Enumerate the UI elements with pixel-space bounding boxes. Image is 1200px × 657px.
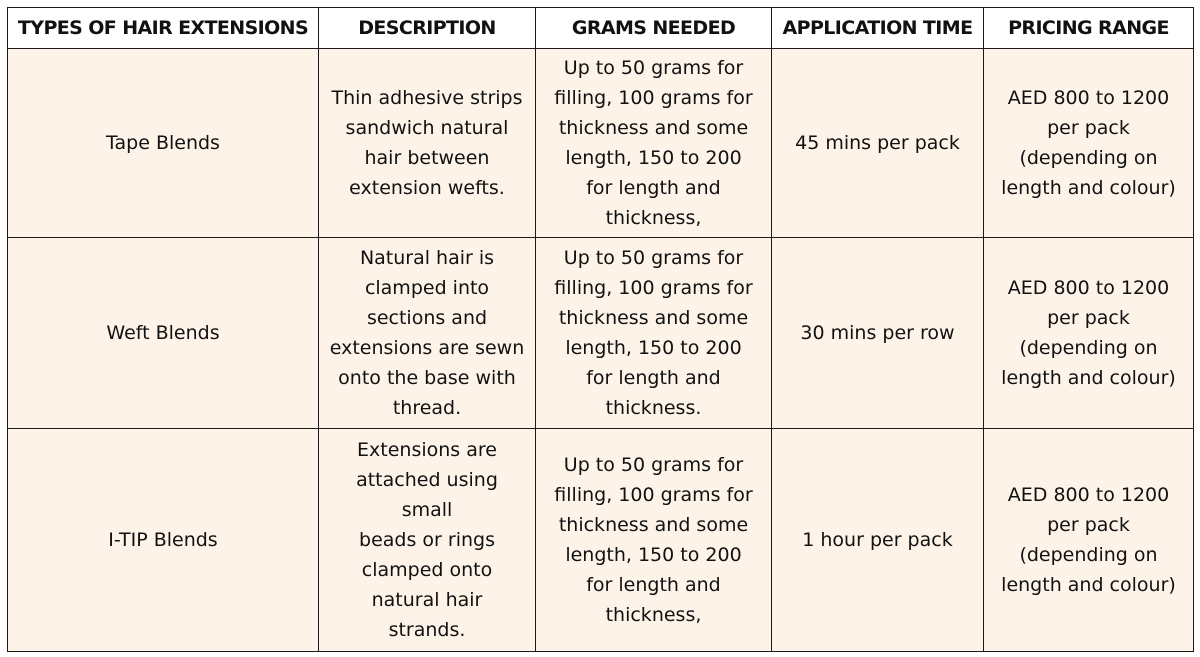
description-text: Extensions are attached using small beads or rings clamped onto natural hair strands.: [356, 439, 498, 641]
table-header: [8, 8, 1194, 49]
type-text: I-TIP Blends: [108, 529, 218, 551]
time-text: 30 mins per row: [800, 322, 955, 344]
type-text: Weft Blends: [106, 322, 220, 344]
table-row: [8, 238, 1194, 429]
cell-pricing: [984, 49, 1194, 238]
cell-time: [772, 429, 984, 652]
header-application-time: APPLICATION TIME: [772, 8, 984, 49]
pricing-text: AED 800 to 1200 per pack (depending on length and colour): [1001, 277, 1176, 389]
cell-grams: [536, 429, 772, 652]
cell-pricing: [984, 429, 1194, 652]
time-text: 45 mins per pack: [795, 132, 960, 154]
description-text: Natural hair is clamped into sections and extensions are sewn onto the base with thread.: [329, 247, 525, 419]
hair-extensions-table: [7, 7, 1194, 652]
time-text: 1 hour per pack: [802, 529, 953, 551]
header-types: TYPES OF HAIR EXTENSIONS: [8, 8, 319, 49]
pricing-text: AED 800 to 1200 per pack (depending on length and colour): [1001, 484, 1176, 596]
cell-pricing: [984, 238, 1194, 429]
cell-type: [8, 429, 319, 652]
cell-type: [8, 238, 319, 429]
header-description: DESCRIPTION: [319, 8, 536, 49]
cell-description: [319, 429, 536, 652]
grams-text: Up to 50 grams for filling, 100 grams for thickness and some length, 150 to 200 for length and thickness,: [554, 454, 753, 626]
header-grams-needed: GRAMS NEEDED: [536, 8, 772, 49]
grams-text: Up to 50 grams for filling, 100 grams for thickness and some length, 150 to 200 for length and thickness.: [554, 247, 753, 419]
cell-grams: [536, 49, 772, 238]
header-row: [8, 8, 1194, 49]
cell-time: [772, 49, 984, 238]
cell-type: [8, 49, 319, 238]
table-body: [8, 49, 1194, 652]
cell-description: [319, 49, 536, 238]
type-text: Tape Blends: [106, 132, 220, 154]
cell-time: [772, 238, 984, 429]
table-row: [8, 429, 1194, 652]
grams-text: Up to 50 grams for filling, 100 grams for thickness and some length, 150 to 200 for length and thickness,: [554, 57, 753, 229]
header-pricing-range: PRICING RANGE: [984, 8, 1194, 49]
table-row: [8, 49, 1194, 238]
cell-description: [319, 238, 536, 429]
pricing-text: AED 800 to 1200 per pack (depending on length and colour): [1001, 87, 1176, 199]
description-text: Thin adhesive strips sandwich natural hair between extension wefts.: [331, 87, 523, 199]
cell-grams: [536, 238, 772, 429]
